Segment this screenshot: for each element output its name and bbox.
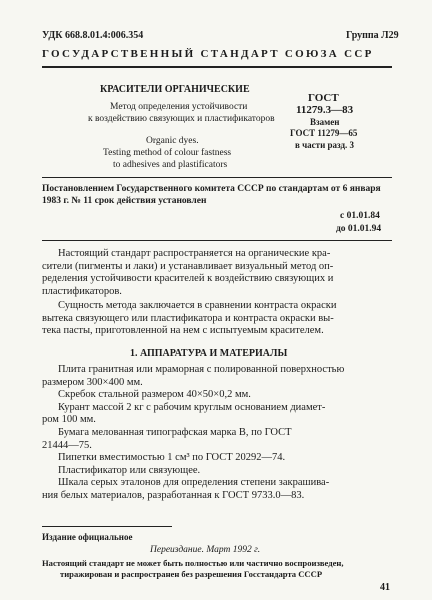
copyright-line-2: тиражирован и распространен без разрешения Госстандарта СССР: [60, 569, 323, 579]
section-1-heading: 1. АППАРАТУРА И МАТЕРИАЛЫ: [130, 348, 288, 359]
text-line: сители (пигменты и лаки) и устанавливает визуальный метод оп-: [42, 260, 334, 272]
title-en-line-2: Testing method of colour fastness: [103, 148, 232, 158]
gost-label: ГОСТ: [308, 92, 339, 104]
text-line: ния белых материалов, разработанная к ГОСТ 9733.0—83.: [42, 489, 305, 501]
text-line: ределения устойчивости красителей к воздействию связующих и: [42, 273, 334, 285]
title-ru: КРАСИТЕЛИ ОРГАНИЧЕСКИЕ: [100, 84, 250, 95]
intro-paragraph-2: [42, 300, 392, 338]
text-line: Сущность метода заключается в сравнении контраста окраски: [58, 300, 337, 311]
header-rule: [42, 66, 392, 68]
text-line: вытека связующего или пластификатора и контраста окраски вы-: [42, 312, 334, 324]
footer-rule: [42, 526, 172, 527]
subtitle-ru-line-2: к воздействию связующих и пластификаторов: [88, 114, 275, 124]
text-line: Настоящий стандарт распространяется на органические кра-: [58, 248, 331, 259]
text-line: Курант массой 2 кг с рабочим круглым основанием диамет-: [58, 401, 326, 413]
text-line: Плита гранитная или мраморная с полированной поверхностью: [58, 364, 345, 375]
page-number: 41: [380, 582, 390, 593]
text-line: Скребок стальной размером 40×50×0,2 мм.: [58, 389, 251, 401]
text-line: пластификаторов.: [42, 285, 122, 297]
section-1-body: [42, 364, 392, 503]
official-edition: Издание официальное: [42, 532, 133, 542]
validity-to: до 01.01.94: [336, 224, 382, 234]
replaced-gost: ГОСТ 11279—65: [290, 128, 358, 138]
state-standard-banner: ГОСУДАРСТВЕННЫЙ СТАНДАРТ СОЮЗА ССР: [42, 48, 374, 60]
text-line: 21444—75.: [42, 439, 92, 451]
decree-line-2: 1983 г. № 11 срок действия установлен: [42, 196, 207, 206]
reissue-note: Переиздание. Март 1992 г.: [150, 545, 261, 555]
text-line: ром 100 мм.: [42, 414, 96, 426]
replaced-part: в части разд. 3: [295, 140, 355, 150]
text-line: Пипетки вместимостью 1 см³ по ГОСТ 20292—74.: [58, 452, 286, 464]
title-rule: [42, 177, 392, 178]
group-code: Группа Л29: [346, 30, 399, 41]
subtitle-ru-line-1: Метод определения устойчивости: [110, 102, 248, 112]
text-line: Шкала серых эталонов для определения степени закрашива-: [58, 477, 330, 489]
text-line: размером 300×400 мм.: [42, 376, 143, 388]
gost-number: 11279.3—83: [296, 104, 354, 116]
decree-rule: [42, 240, 392, 241]
text-line: Бумага мелованная типографская марка В, по ГОСТ: [58, 426, 292, 438]
title-en-line-3: to adhesives and plastificators: [113, 160, 228, 170]
validity-from: с 01.01.84: [340, 211, 380, 221]
intro-paragraph-1: [42, 248, 392, 298]
replaces-label: Взамен: [310, 117, 340, 127]
text-line: Пластификатор или связующее.: [58, 464, 201, 476]
text-line: тека пасты, приготовленной на нем с испытуемым красителем.: [42, 325, 324, 337]
copyright-line-1: Настоящий стандарт не может быть полностью или частично воспроизведен,: [42, 558, 344, 568]
udc-code: УДК 668.8.01.4:006.354: [42, 30, 144, 41]
decree-line-1: Постановлением Государственного комитета СССР по стандартам от 6 января: [42, 184, 381, 194]
title-en-line-1: Organic dyes.: [146, 136, 199, 146]
